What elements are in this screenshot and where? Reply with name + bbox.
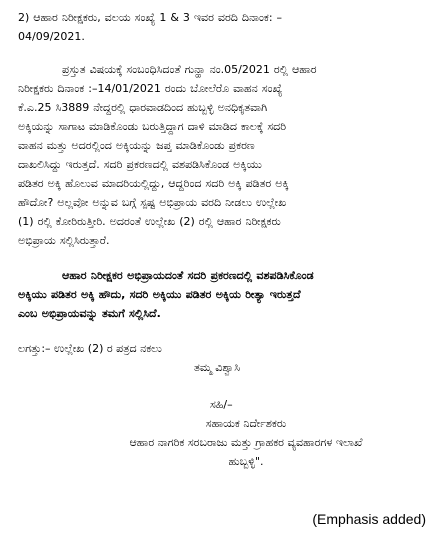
paragraph-line: ಕೆ.ಎ.25 ಸಿ3889 ನೇದ್ದರಲ್ಲಿ ಧಾರವಾಡದಿಂದ ಹುಬ್ಬಳ್ಳಿ ಅನಧಿಕೃತವಾಗಿ [18,101,268,114]
paragraph-line: ಅಕ್ಕಿಯು ಪಡಿತರ ಅಕ್ಕಿ ಹೌದು, ಸದರಿ ಅಕ್ಕಿಯು ಪಡಿತರ ಅಕ್ಕಿಯ ರೀತ್ಯಾ ಇರುತ್ತದೆ [18,288,301,301]
designation-block [18,414,434,471]
paragraph-line: (1) ರಲ್ಲಿ ಕೋರಿರುತ್ತೀರಿ. ಅದರಂತೆ ಉಲ್ಲೇಖ (2) ರಲ್ಲಿ ಆಹಾರ ನಿರೀಕ್ಷಕರು [18,215,281,228]
paragraph-line: ಹೌದೋ? ಅಲ್ಲವೋ ಅನ್ನುವ ಬಗ್ಗೆ ಸ್ಪಷ್ಟ ಅಭಿಪ್ರಾಯ ವರದಿ ನೀಡಲು ಉಲ್ಲೇಖ [18,196,287,209]
paragraph-line: ಪಡಿತರ ಅಕ್ಕಿ ಹೊಲುವ ಮಾದರಿಯಲ್ಲಿದ್ದು, ಆದ್ದರಿಂದ ಸದರಿ ಅಕ್ಕಿ ಪಡಿತರ ಅಕ್ಕಿ [18,177,289,190]
paragraph-line: ಆಹಾರ ನಿರೀಕ್ಷಕರ ಅಭಿಪ್ರಾಯದಂತೆ ಸದರಿ ಪ್ರಕರಣದಲ್ಲಿ ವಶಪಡಿಸಿಕೊಂಡ [62,269,314,282]
signature-mark: ಸಹಿ/– [210,398,233,411]
intro-reference [18,8,434,46]
designation-line: ಸಹಾಯಕ ನಿರ್ದೇಶಕರು [205,417,287,430]
yours-faithfully: ತಮ್ಮ ವಿಶ್ವಾಸಿ [194,361,241,374]
intro-line: 04/09/2021. [18,30,85,43]
paragraph-line: ದಾಖಲಿಸಿದ್ದು ಇರುತ್ತದೆ. ಸದರಿ ಪ್ರಕರಣದಲ್ಲಿ ವಶಪಡಿಸಿಕೊಂಡ ಅಕ್ಕಿಯು [18,158,262,171]
enclosure-note: ಲಗತ್ತು:– ಉಲ್ಲೇಖ (2) ರ ಪತ್ರದ ನಕಲು [18,342,162,355]
designation-line: ಆಹಾರ ನಾಗರಿಕ ಸರಬರಾಜು ಮತ್ತು ಗ್ರಾಹಕರ ವ್ಯವಹಾರಗಳ ಇಲಾಖೆ [129,436,363,449]
paragraph-line: ಪ್ರಸ್ತುತ ವಿಷಯಕ್ಕೆ ಸಂಬಂಧಿಸಿದಂತೆ ಗುನ್ಹಾ ನಂ.05/2021 ರಲ್ಲಿ ಆಹಾರ [62,63,317,76]
emphasized-paragraph [18,266,434,323]
paragraph-line: ಅಕ್ಕಿಯನ್ನು ಸಾಗಾಟ ಮಾಡಿಕೊಂಡು ಬರುತ್ತಿದ್ದಾಗ ದಾಳಿ ಮಾಡಿದ ಕಾಲಕ್ಕೆ ಸದರಿ [18,120,287,133]
paragraph-line: ವಾಹನ ಮತ್ತು ಅದರಲ್ಲಿಂದ ಅಕ್ಕಿಯನ್ನು ಜಪ್ತ ಮಾಡಿಕೊಂಡು ಪ್ರಕರಣ [18,139,255,152]
paragraph-line: ನಿರೀಕ್ಷಕರು ದಿನಾಂಕ :–14/01/2021 ರಂದು ಬೋಲೆರೊ ವಾಹನ ಸಂಖ್ಯೆ [18,82,283,95]
emphasis-note: (Emphasis added) [312,511,426,527]
body-paragraph-1 [18,60,434,250]
paragraph-line: ಅಭಿಪ್ರಾಯ ಸಲ್ಲಿಸಿರುತ್ತಾರೆ. [18,234,110,247]
designation-line: ಹುಬ್ಬಳ್ಳಿ". [228,455,264,468]
paragraph-line: ಎಂಬ ಅಭಿಪ್ರಾಯವನ್ನು ತಮಗೆ ಸಲ್ಲಿಸಿದೆ. [18,307,161,320]
intro-line: 2) ಆಹಾರ ನಿರೀಕ್ಷಕರು, ವಲಯ ಸಂಖ್ಯೆ 1 & 3 ಇವರ ವರದಿ ದಿನಾಂಕ: – [18,11,283,24]
